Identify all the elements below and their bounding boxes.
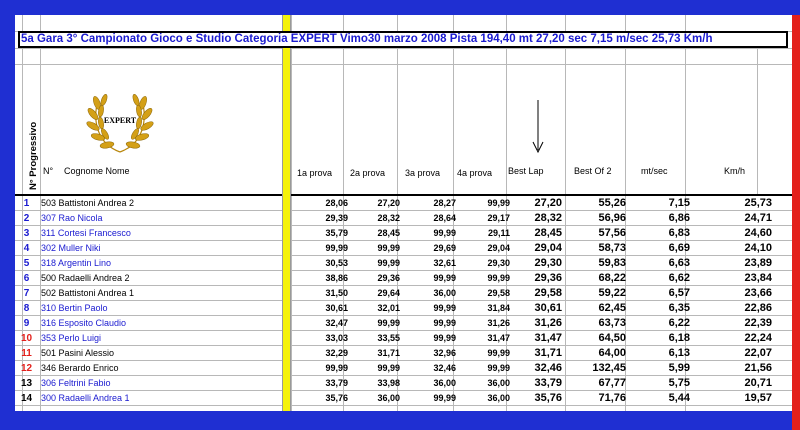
row-prova-2: 33,55 xyxy=(377,333,400,343)
row-prova-3: 28,27 xyxy=(433,198,456,208)
row-kmh: 22,24 xyxy=(744,332,772,344)
down-arrow-icon xyxy=(532,100,544,154)
row-mt-sec: 7,15 xyxy=(668,197,690,209)
row-mt-sec: 6,35 xyxy=(668,302,690,314)
row-prova-4: 99,99 xyxy=(487,363,510,373)
row-prova-4: 99,99 xyxy=(487,348,510,358)
table-row xyxy=(16,361,776,376)
table-row xyxy=(16,301,776,316)
row-prova-2: 29,64 xyxy=(377,288,400,298)
row-kmh: 23,84 xyxy=(744,272,772,284)
right-frame-corner xyxy=(792,0,800,15)
row-prova-4: 29,11 xyxy=(487,228,510,238)
row-prova-4: 31,84 xyxy=(487,303,510,313)
header-best-lap: Best Lap xyxy=(508,166,544,176)
row-mt-sec: 6,22 xyxy=(668,317,690,329)
row-name: 302 Muller Niki xyxy=(41,243,101,253)
row-prova-3: 99,99 xyxy=(433,228,456,238)
row-prova-1: 30,61 xyxy=(325,303,348,313)
row-name: 307 Rao Nicola xyxy=(41,213,103,223)
header-progressivo: N° Progressivo xyxy=(28,121,39,190)
table-row xyxy=(16,391,776,406)
row-prova-1: 33,79 xyxy=(325,378,348,388)
grid-horizontal-line xyxy=(15,64,792,65)
top-frame-bar xyxy=(0,0,800,15)
bottom-frame-corner xyxy=(792,411,800,430)
row-best-of-2: 64,50 xyxy=(598,332,626,344)
table-row xyxy=(16,286,776,301)
row-prova-2: 31,71 xyxy=(377,348,400,358)
row-prova-4: 29,04 xyxy=(487,243,510,253)
row-position: 12 xyxy=(20,363,33,374)
row-best-of-2: 64,00 xyxy=(598,347,626,359)
row-prova-3: 32,96 xyxy=(433,348,456,358)
row-prova-1: 32,47 xyxy=(325,318,348,328)
row-prova-1: 31,50 xyxy=(325,288,348,298)
row-prova-4: 36,00 xyxy=(487,393,510,403)
row-best-of-2: 58,73 xyxy=(598,242,626,254)
row-best-lap: 32,46 xyxy=(534,362,562,374)
row-prova-4: 31,26 xyxy=(487,318,510,328)
row-best-lap: 35,76 xyxy=(534,392,562,404)
row-prova-3: 99,99 xyxy=(433,303,456,313)
row-prova-4: 99,99 xyxy=(487,273,510,283)
table-row xyxy=(16,271,776,286)
row-kmh: 22,39 xyxy=(744,317,772,329)
row-prova-3: 32,61 xyxy=(433,258,456,268)
header-prova-1: 1a prova xyxy=(297,168,333,178)
row-name: 502 Battistoni Andrea 1 xyxy=(41,288,135,298)
row-name: 310 Bertin Paolo xyxy=(41,303,108,313)
row-best-lap: 27,20 xyxy=(534,197,562,209)
row-name: 500 Radaelli Andrea 2 xyxy=(41,273,130,283)
table-row xyxy=(16,196,776,211)
row-prova-4: 29,17 xyxy=(487,213,510,223)
row-best-of-2: 55,26 xyxy=(598,197,626,209)
row-kmh: 22,07 xyxy=(744,347,772,359)
table-row xyxy=(16,346,776,361)
row-prova-2: 28,32 xyxy=(377,213,400,223)
row-position: 1 xyxy=(23,198,30,209)
row-prova-2: 99,99 xyxy=(377,318,400,328)
row-prova-3: 99,99 xyxy=(433,333,456,343)
row-prova-3: 36,00 xyxy=(433,288,456,298)
row-prova-1: 33,03 xyxy=(325,333,348,343)
row-prova-2: 36,00 xyxy=(377,393,400,403)
table-row xyxy=(16,331,776,346)
row-best-lap: 29,36 xyxy=(534,272,562,284)
row-prova-2: 33,98 xyxy=(377,378,400,388)
row-kmh: 25,73 xyxy=(744,197,772,209)
row-best-of-2: 132,45 xyxy=(592,362,626,374)
row-best-of-2: 62,45 xyxy=(598,302,626,314)
row-best-of-2: 59,22 xyxy=(598,287,626,299)
row-prova-1: 32,29 xyxy=(325,348,348,358)
row-mt-sec: 5,44 xyxy=(668,392,690,404)
row-best-lap: 28,32 xyxy=(534,212,562,224)
table-row xyxy=(16,226,776,241)
row-prova-1: 38,86 xyxy=(325,273,348,283)
right-frame-bar xyxy=(792,0,800,430)
row-kmh: 24,60 xyxy=(744,227,772,239)
row-best-of-2: 63,73 xyxy=(598,317,626,329)
row-prova-3: 28,64 xyxy=(433,213,456,223)
row-best-of-2: 67,77 xyxy=(598,377,626,389)
row-best-lap: 31,47 xyxy=(534,332,562,344)
table-row xyxy=(16,256,776,271)
row-prova-1: 28,06 xyxy=(325,198,348,208)
header-n: N° xyxy=(43,166,54,176)
row-position: 11 xyxy=(21,348,32,359)
row-best-of-2: 68,22 xyxy=(598,272,626,284)
row-prova-4: 29,58 xyxy=(487,288,510,298)
row-position: 3 xyxy=(23,228,30,239)
header-cognome-nome: Cognome Nome xyxy=(64,166,130,176)
row-prova-4: 36,00 xyxy=(487,378,510,388)
row-position: 5 xyxy=(23,258,30,269)
header-prova-2: 2a prova xyxy=(350,168,386,178)
header-mt-sec: mt/sec xyxy=(641,166,668,176)
row-prova-1: 99,99 xyxy=(325,363,348,373)
row-name: 300 Radaelli Andrea 1 xyxy=(41,393,130,403)
row-kmh: 22,86 xyxy=(744,302,772,314)
grid-vertical-line xyxy=(757,48,758,196)
row-prova-3: 99,99 xyxy=(433,393,456,403)
table-row xyxy=(16,241,776,256)
row-position: 8 xyxy=(23,303,30,314)
row-position: 13 xyxy=(20,378,33,389)
row-position: 2 xyxy=(23,213,30,224)
laurel-wreath-logo xyxy=(84,78,156,158)
left-frame-bar xyxy=(0,0,15,430)
row-mt-sec: 5,99 xyxy=(668,362,690,374)
row-prova-4: 99,99 xyxy=(487,198,510,208)
row-best-lap: 31,26 xyxy=(534,317,562,329)
row-position: 10 xyxy=(20,333,33,344)
row-best-lap: 29,30 xyxy=(534,257,562,269)
row-mt-sec: 6,13 xyxy=(668,347,690,359)
row-prova-2: 29,36 xyxy=(377,273,400,283)
bottom-frame-bar xyxy=(0,411,800,430)
row-mt-sec: 6,62 xyxy=(668,272,690,284)
grid-horizontal-line xyxy=(15,48,792,49)
row-mt-sec: 6,18 xyxy=(668,332,690,344)
header-prova-3: 3a prova xyxy=(405,168,441,178)
row-prova-2: 99,99 xyxy=(377,258,400,268)
row-kmh: 20,71 xyxy=(744,377,772,389)
row-position: 4 xyxy=(23,243,30,254)
table-row xyxy=(16,376,776,391)
table-row xyxy=(16,316,776,331)
row-prova-3: 32,46 xyxy=(433,363,456,373)
row-name: 501 Pasini Alessio xyxy=(41,348,115,358)
row-position: 7 xyxy=(23,288,30,299)
row-name: 316 Esposito Claudio xyxy=(41,318,127,328)
row-prova-4: 31,47 xyxy=(487,333,510,343)
row-best-of-2: 71,76 xyxy=(598,392,626,404)
row-kmh: 24,71 xyxy=(744,212,772,224)
row-prova-2: 32,01 xyxy=(377,303,400,313)
logo-text: EXPERT xyxy=(103,116,137,125)
row-prova-2: 28,45 xyxy=(377,228,400,238)
row-mt-sec: 6,57 xyxy=(668,287,690,299)
row-name: 318 Argentin Lino xyxy=(41,258,112,268)
row-kmh: 23,66 xyxy=(744,287,772,299)
row-position: 6 xyxy=(23,273,30,284)
row-prova-2: 99,99 xyxy=(377,243,400,253)
row-prova-3: 99,99 xyxy=(433,318,456,328)
row-best-of-2: 57,56 xyxy=(598,227,626,239)
row-position: 14 xyxy=(20,393,33,404)
row-name: 346 Berardo Enrico xyxy=(41,363,119,373)
row-best-lap: 29,58 xyxy=(534,287,562,299)
row-mt-sec: 6,63 xyxy=(668,257,690,269)
row-best-lap: 31,71 xyxy=(534,347,562,359)
row-kmh: 21,56 xyxy=(744,362,772,374)
row-best-lap: 28,45 xyxy=(534,227,562,239)
row-prova-1: 35,76 xyxy=(325,393,348,403)
row-prova-1: 29,39 xyxy=(325,213,348,223)
race-title: 5a Gara 3° Campionato Gioco e Studio Categoria EXPERT Vimo30 marzo 2008 Pista 194,40 mt 27,20 sec 7,15 m/sec 25,73 Km/h xyxy=(21,33,713,45)
row-position: 9 xyxy=(23,318,30,329)
row-kmh: 24,10 xyxy=(744,242,772,254)
row-mt-sec: 6,86 xyxy=(668,212,690,224)
row-best-lap: 29,04 xyxy=(534,242,562,254)
row-prova-3: 29,69 xyxy=(433,243,456,253)
row-best-lap: 33,79 xyxy=(534,377,562,389)
row-best-lap: 30,61 xyxy=(534,302,562,314)
row-prova-1: 35,79 xyxy=(325,228,348,238)
row-name: 311 Cortesi Francesco xyxy=(41,228,131,238)
row-kmh: 23,89 xyxy=(744,257,772,269)
row-mt-sec: 6,83 xyxy=(668,227,690,239)
row-mt-sec: 5,75 xyxy=(668,377,690,389)
row-kmh: 19,57 xyxy=(744,392,772,404)
row-prova-1: 99,99 xyxy=(325,243,348,253)
row-name: 353 Perlo Luigi xyxy=(41,333,102,343)
header-best-of-2: Best Of 2 xyxy=(574,166,612,176)
header-kmh: Km/h xyxy=(724,166,746,176)
header-prova-4: 4a prova xyxy=(457,168,493,178)
row-prova-3: 99,99 xyxy=(433,273,456,283)
row-prova-1: 30,53 xyxy=(325,258,348,268)
row-best-of-2: 59,83 xyxy=(598,257,626,269)
row-best-of-2: 56,96 xyxy=(598,212,626,224)
row-prova-2: 27,20 xyxy=(377,198,400,208)
row-prova-2: 99,99 xyxy=(377,363,400,373)
row-name: 503 Battistoni Andrea 2 xyxy=(41,198,135,208)
row-mt-sec: 6,69 xyxy=(668,242,690,254)
table-row xyxy=(16,211,776,226)
row-name: 306 Feltrini Fabio xyxy=(41,378,111,388)
row-prova-4: 29,30 xyxy=(487,258,510,268)
row-prova-3: 36,00 xyxy=(433,378,456,388)
